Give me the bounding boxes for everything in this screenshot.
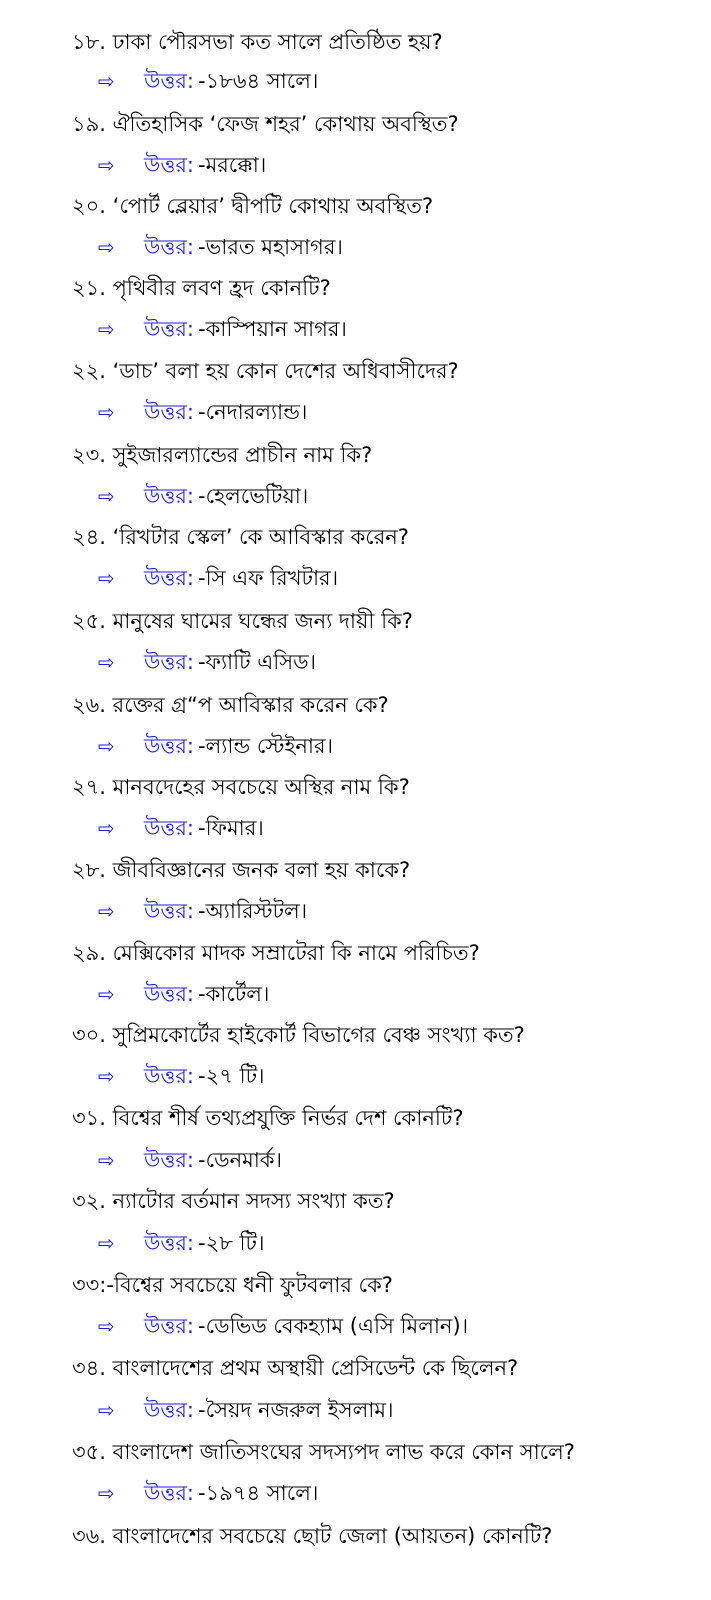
question-25: ২৫. মানুষের ঘামের ঘন্ধের জন্য দায়ী কি? xyxy=(72,609,413,633)
answer-text: -১৯৭৪ সালে। xyxy=(198,1481,319,1505)
right-arrow-icon: ⇨ xyxy=(98,484,115,508)
right-arrow-icon: ⇨ xyxy=(98,400,115,424)
answer-text: -২৭ টি। xyxy=(198,1064,265,1088)
answer-label: উত্তর: xyxy=(144,816,195,840)
answer-text: -ল্যান্ড স্টেইনার। xyxy=(198,734,334,758)
answer-row-21 xyxy=(98,314,347,344)
answer-label: উত্তর: xyxy=(144,734,195,758)
answer-row-23 xyxy=(98,481,308,511)
question-30: ৩০. সুপ্রিমকোর্টের হাইকোর্ট বিভাগের বেঞ্চ সংখ্যা কত? xyxy=(72,1023,525,1047)
right-arrow-icon: ⇨ xyxy=(98,1314,115,1338)
answer-text: -কার্টেল। xyxy=(198,982,270,1006)
question-26: ২৬. রক্তের গ্র“প আবিস্কার করেন কে? xyxy=(72,693,389,717)
answer-text: -১৮৬৪ সালে। xyxy=(198,69,319,93)
answer-text: -ডেভিড বেকহ্যাম (এসি মিলান)। xyxy=(198,1314,469,1338)
question-34: ৩৪. বাংলাদেশের প্রথম অস্থায়ী প্রেসিডেন্ট কে ছিলেন? xyxy=(72,1356,519,1380)
answer-label: উত্তর: xyxy=(144,899,195,923)
answer-row-30 xyxy=(98,1061,265,1091)
question-28: ২৮. জীববিজ্ঞানের জনক বলা হয় কাকে? xyxy=(72,858,411,882)
answer-label: উত্তর: xyxy=(144,400,195,424)
right-arrow-icon: ⇨ xyxy=(98,317,115,341)
answer-row-31 xyxy=(98,1145,282,1175)
question-21: ২১. পৃথিবীর লবণ হ্রদ কোনটি? xyxy=(72,276,331,300)
answer-label: উত্তর: xyxy=(144,566,195,590)
answer-row-32 xyxy=(98,1228,265,1258)
question-27: ২৭. মানবদেহের সবচেয়ে অস্থির নাম কি? xyxy=(72,775,410,799)
answer-label: উত্তর: xyxy=(144,1481,195,1505)
question-33: ৩৩:-বিশ্বের সবচেয়ে ধনী ফুটবলার কে? xyxy=(72,1273,393,1297)
answer-text: -সি এফ রিখটার। xyxy=(198,566,339,590)
right-arrow-icon: ⇨ xyxy=(98,816,115,840)
right-arrow-icon: ⇨ xyxy=(98,734,115,758)
answer-label: উত্তর: xyxy=(144,650,195,674)
answer-row-29 xyxy=(98,979,269,1009)
right-arrow-icon: ⇨ xyxy=(98,982,115,1006)
question-32: ৩২. ন্যাটোর বর্তমান সদস্য সংখ্যা কত? xyxy=(72,1189,395,1213)
answer-text: -মরক্কো। xyxy=(198,153,267,177)
answer-text: -হেলভেটিয়া। xyxy=(198,484,309,508)
answer-label: উত্তর: xyxy=(144,153,195,177)
question-31: ৩১. বিশ্বের শীর্ষ তথ্যপ্রযুক্তি নির্ভর দেশ কোনটি? xyxy=(72,1106,464,1130)
answer-row-35 xyxy=(98,1478,318,1508)
answer-label: উত্তর: xyxy=(144,1064,195,1088)
answer-row-24 xyxy=(98,563,338,593)
answer-row-25 xyxy=(98,647,316,677)
question-35: ৩৫. বাংলাদেশ জাতিসংঘের সদস্যপদ লাভ করে কোন সালে? xyxy=(72,1440,575,1464)
answer-label: উত্তর: xyxy=(144,1148,195,1172)
answer-row-19 xyxy=(98,150,266,180)
question-29: ২৯. মেক্সিকোর মাদক সম্রাটেরা কি নামে পরিচিত? xyxy=(72,941,480,965)
answer-label: উত্তর: xyxy=(144,1314,195,1338)
answer-row-20 xyxy=(98,232,343,262)
answer-text: -ফিমার। xyxy=(198,816,264,840)
answer-label: উত্তর: xyxy=(144,484,195,508)
answer-label: উত্তর: xyxy=(144,1231,195,1255)
answer-text: -ডেনমার্ক। xyxy=(198,1148,283,1172)
answer-row-22 xyxy=(98,397,307,427)
answer-label: উত্তর: xyxy=(144,235,195,259)
answer-text: -নেদারল্যান্ড। xyxy=(198,400,308,424)
question-36: ৩৬. বাংলাদেশের সবচেয়ে ছোট জেলা (আয়তন) কোনটি? xyxy=(72,1524,553,1548)
right-arrow-icon: ⇨ xyxy=(98,1398,115,1422)
answer-row-26 xyxy=(98,731,333,761)
answer-row-28 xyxy=(98,896,307,926)
right-arrow-icon: ⇨ xyxy=(98,1231,115,1255)
answer-row-33 xyxy=(98,1311,468,1341)
question-18: ১৮. ঢাকা পৌরসভা কত সালে প্রতিষ্ঠিত হয়? xyxy=(72,30,443,54)
answer-text: -২৮ টি। xyxy=(198,1231,265,1255)
answer-row-27 xyxy=(98,813,264,843)
right-arrow-icon: ⇨ xyxy=(98,1148,115,1172)
answer-text: -ফ্যাটি এসিড। xyxy=(198,650,317,674)
right-arrow-icon: ⇨ xyxy=(98,650,115,674)
question-19: ১৯. ঐতিহাসিক ‘ফেজ শহর’ কোথায় অবস্থিত? xyxy=(72,112,459,136)
answer-text: -সৈয়দ নজরুল ইসলাম। xyxy=(198,1398,394,1422)
answer-label: উত্তর: xyxy=(144,982,195,1006)
question-20: ২০. ‘পোর্ট ব্লেয়ার’ দ্বীপটি কোথায় অবস্থিত? xyxy=(72,194,434,218)
answer-text: -অ্যারিস্টটল। xyxy=(198,899,308,923)
right-arrow-icon: ⇨ xyxy=(98,1064,115,1088)
answer-text: -ভারত মহাসাগর। xyxy=(198,235,343,259)
right-arrow-icon: ⇨ xyxy=(98,69,115,93)
question-22: ২২. ‘ডাচ’ বলা হয় কোন দেশের অধিবাসীদের? xyxy=(72,359,459,383)
answer-label: উত্তর: xyxy=(144,69,195,93)
answer-row-34 xyxy=(98,1395,394,1425)
answer-text: -কাস্পিয়ান সাগর। xyxy=(198,317,347,341)
right-arrow-icon: ⇨ xyxy=(98,153,115,177)
answer-label: উত্তর: xyxy=(144,1398,195,1422)
answer-row-18 xyxy=(98,66,318,96)
question-24: ২৪. ‘রিখটার স্কেল’ কে আবিস্কার করেন? xyxy=(72,525,409,549)
question-23: ২৩. সুইজারল্যান্ডের প্রাচীন নাম কি? xyxy=(72,443,373,467)
answer-label: উত্তর: xyxy=(144,317,195,341)
right-arrow-icon: ⇨ xyxy=(98,899,115,923)
right-arrow-icon: ⇨ xyxy=(98,235,115,259)
right-arrow-icon: ⇨ xyxy=(98,1481,115,1505)
right-arrow-icon: ⇨ xyxy=(98,566,115,590)
